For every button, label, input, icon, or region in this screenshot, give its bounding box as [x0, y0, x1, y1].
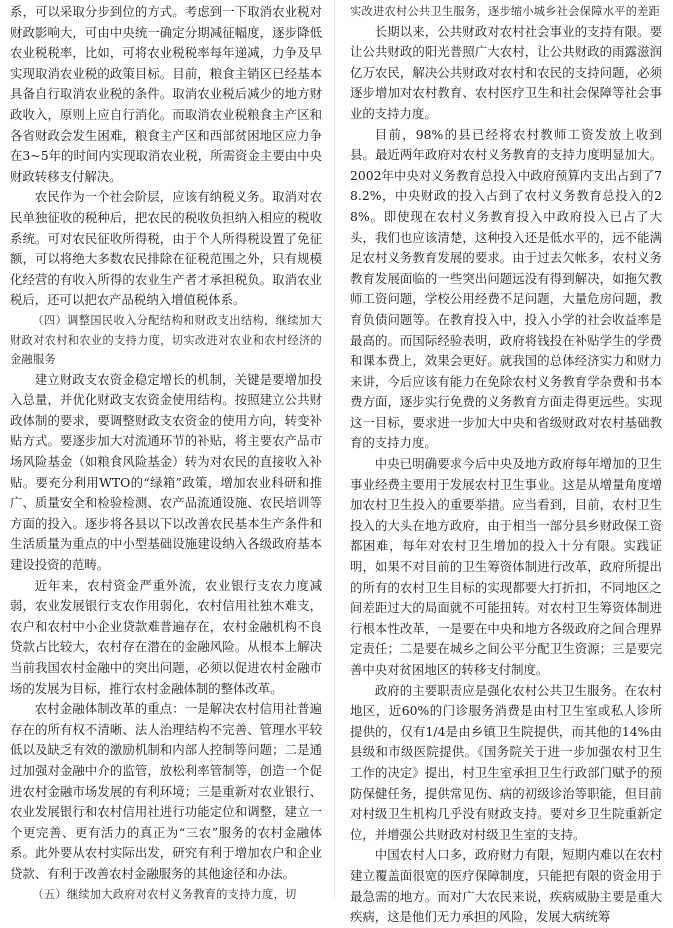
- paragraph: 建立财政支农资金稳定增长的机制，关键是要增加投入总量，并优化财政支农资金使用结构。按照建立公共财政体制的要求，要调整财政支农资金的使用方向，转变补贴方式。要逐步加大对流通环节的补贴，将主要农产品市场风险基金（如粮食风险基金）转为对农民的直接收入补贴。要充分利用WTO的“绿箱”政策，增加农业科研和推广、质量安全和检验检测、农产品流通设施、农民培训等方面的投入。逐步将各县以下以改善农民基本生产条件和生活质量为重点的中小型基础设施建设纳入各级政府基本建设投资的范畴。: [10, 371, 322, 573]
- right-column: [350, 2, 662, 928]
- paragraph: 近年来，农村资金严重外流，农业银行支农力度减弱，农业发展银行支农作用弱化，农村信用社独木难支，农户和农村中小企业贷款难普遍存在，农村金融机构不良贷款占比较大，农村存在潜在的金融风险。从根本上解决当前我国农村金融中的突出问题，必须以促进农村金融市场的发展为目标，推行农村金融体制的整体改革。: [10, 577, 322, 696]
- section-heading-continued: 实改进农村公共卫生服务，逐步缩小城乡社会保障水平的差距: [350, 5, 661, 18]
- paragraph: 目前，98%的县已经将农村教师工资发放上收到县。最近两年政府对农村义务教育的支持力度明显加大。2002年中央对义务教育总投入中政府预算内支出占到了78.2%，中央财政的投入占到了农村义务教育总投入的28%。即使现在农村义务教育投入中政府投入已占了大头，我们也应该清楚，这种投入还是低水平的，远不能满足农村义务教育发展的要求。由于过去欠帐多，农村义务教育发展面临的一些突出问题远没有得到解决，如拖欠教师工资问题，学校公用经费不足问题，大量危房问题，教育负债问题等。在教育投入中，投入小学的社会收益率是最高的。而国际经验表明，政府将钱投在补贴学生的学费和课本费上，效果会更好。就我国的总体经济实力和财力来讲，今后应该有能力在免除农村义务教育学杂费和书本费方面，逐步实行免费的义务教育方面走得更远些。实现这一目标，要求进一步加大中央和省级财政对农村基础教育的支持力度。: [350, 126, 663, 451]
- paragraph: 农村金融体制改革的重点：一是解决农村信用社普遍存在的所有权不清晰、法人治理结构不完善、管理水平较低以及缺乏有效的激励机制和内部人控制等问题；二是通过加强对金融中介的监管，放松利率管制等，创造一个促进农村金融市场发展的有利环境；三是重新对农业银行、农业发展银行和农村信用社进行功能定位和调整，建立一个更完善、更有活力的真正为“三农”服务的农村金融体系。此外要从农村实际出发，研究有利于增加农户和企业贷款、有利于改善农村金融服务的其他途径和办法。: [10, 701, 322, 881]
- column-gutter: [334, 0, 335, 900]
- left-column: [10, 2, 322, 904]
- section-heading: （四）调整国民收入分配结构和财政支出结构，继续加大财政对农村和农业的支持力度，切实改进对农业和农村经济的金融服务: [10, 313, 322, 367]
- paragraph: 系，可以采取分步到位的方式。考虑到一下取消农业税对财政影响大，可由中央统一确定分期减征幅度，逐步降低农业税税率，比如，可将农业税税率每年递减，力争及早实现取消农业税的政策目标。目前，粮食主销区已经基本具备自行取消农业税的条件。取消农业税后减少的地方财政收入，原则上应自行消化。而取消农业税粮食主产区和各省财政会发生困难，粮食主产区和西部贫困地区应力争在3~5年的时间内实现取消农业税，所需资金主要由中央财政转移支付解决。: [10, 4, 322, 184]
- paragraph: 农民作为一个社会阶层，应该有纳税义务。取消对农民单独征收的税种后，把农民的税收负担纳入相应的税收系统。可对农民征收所得税，由于个人所得税设置了免征额，可以将绝大多数农民排除在征税范围之外，只有规模化经营的有收入所得的农业生产者才承担税负。取消农业税后，还可以把农产品税纳入增值税体系。: [10, 189, 322, 308]
- section-heading: （五）继续加大政府对农村义务教育的支持力度，切: [32, 887, 297, 901]
- paragraph: 中国农村人口多，政府财力有限，短期内难以在农村建立覆盖面很宽的医疗保障制度，只能把有限的资金用于最急需的地方。而对广大农民来说，疾病威胁主要是重大疾病，这是他们无力承担的风险，发展大病统筹: [350, 847, 662, 925]
- paragraph: 长期以来，公共财政对农村社会事业的支持有限。要让公共财政的阳光普照广大农村，让公共财政的雨露滋润亿万农民，解决公共财政对农村和农民的支持问题，必须逐步增加对农村教育、农村医疗卫生和社会保障等社会事业的支持力度。: [350, 23, 662, 121]
- paragraph: 中央已明确要求今后中央及地方政府每年增加的卫生事业经费主要用于发展农村卫生事业。这是从增量角度增加农村卫生投入的重要举措。应当看到，目前，农村卫生投入的大头在地方政府，由于相当一部分县乡财政保工资都困难，每年对农村卫生增加的投入十分有限。实践证明，如果不对目前的卫生筹资体制进行改革，政府所提出的所有的农村卫生目标的实现都要大打折扣，不同地区之间差距过大的局面就不可能扭转。对农村卫生筹资体制进行根本性改革，一是要在中央和地方各级政府之间合理界定责任；二是要在城乡之间公平分配卫生资源；三是要完善中央对贫困地区的转移支付制度。: [350, 456, 662, 677]
- paragraph: 政府的主要职责应是强化农村公共卫生服务。在农村地区，近60%的门诊服务消费是由村卫生室或私人诊所提供的，仅有1/4是由乡镇卫生院提供，而其他的14%由县级和市级医院提供。《国务院关于进一步加强农村卫生工作的决定》提出，村卫生室承担卫生行政部门赋予的预防保健任务，提供常见伤、病的初级诊治等职能，但目前对村级卫生机构几乎没有财政支持。要对乡卫生院重新定位，并增强公共财政对村级卫生室的支持。: [350, 682, 662, 842]
